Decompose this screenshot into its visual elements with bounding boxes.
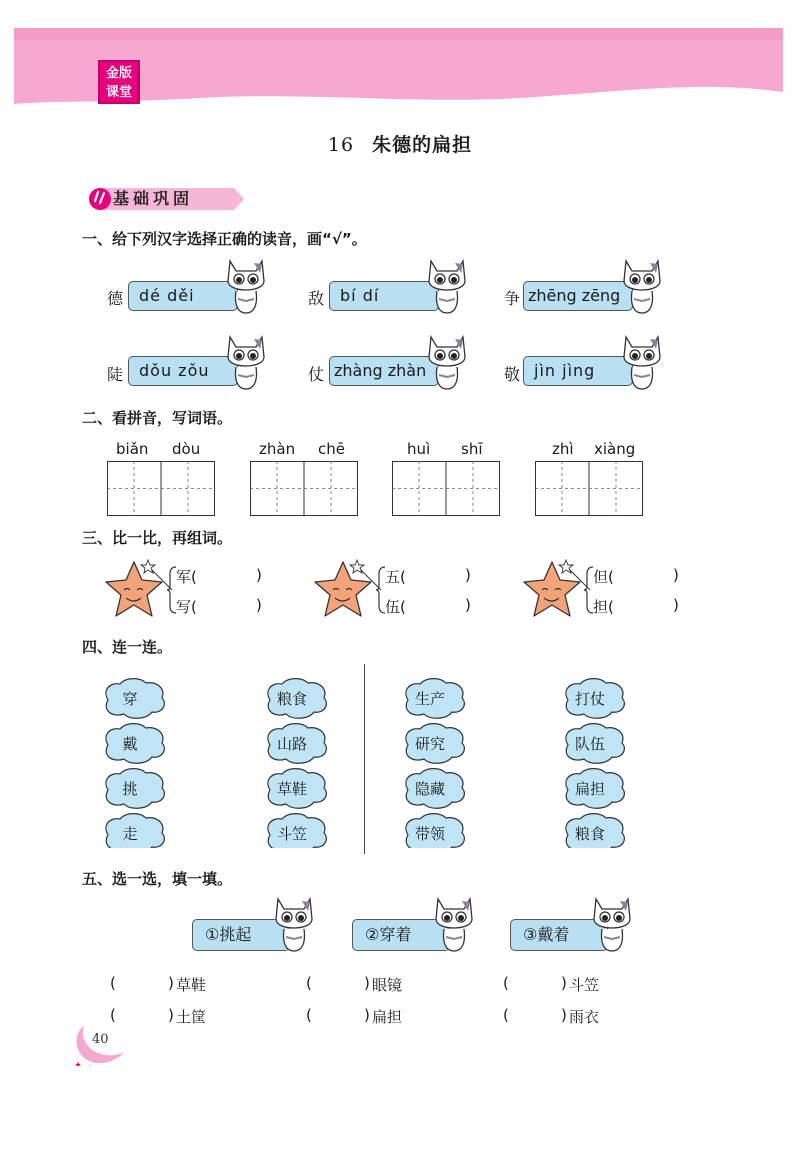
q3-word: 但(: [593, 568, 614, 586]
q5-item: 眼镜: [372, 976, 403, 994]
q5-blank-open[interactable]: (: [306, 974, 312, 992]
q3-paren: ): [256, 566, 262, 584]
q4-left-word[interactable]: 穿: [122, 690, 138, 708]
q1-pill-1[interactable]: dé děi: [128, 281, 238, 311]
star-face-icon: [104, 556, 176, 622]
q2-pinyin: chē: [318, 440, 345, 458]
q5-blank-close: ): [364, 974, 370, 992]
q3-paren: ): [465, 566, 471, 584]
cat-icon: [620, 255, 664, 317]
cat-icon: [620, 331, 664, 393]
q5-blank-open[interactable]: (: [110, 1006, 116, 1024]
q5-option-1[interactable]: ①挑起: [192, 919, 290, 951]
cat-icon: [590, 893, 634, 955]
q4-right-target[interactable]: 打仗: [574, 690, 605, 708]
q3-word: 担(: [593, 598, 614, 616]
q4-right-target[interactable]: 粮食: [574, 825, 605, 843]
lesson-name: 朱德的扁担: [372, 134, 473, 156]
q5-option-2[interactable]: ②穿着: [352, 919, 450, 951]
q1-pill-3[interactable]: zhēng zēng: [523, 281, 633, 311]
cat-icon: [425, 331, 469, 393]
section-banner-label: 基础巩固: [113, 189, 194, 208]
q5-item: 雨衣: [569, 1008, 600, 1026]
q1-pill-5[interactable]: zhàng zhàn: [329, 356, 439, 386]
q2-writing-grids[interactable]: [107, 461, 647, 517]
page-number: 40: [92, 1032, 109, 1047]
q1-char-3: 争: [504, 289, 521, 308]
q1-pill-6[interactable]: jìn jìng: [523, 356, 633, 386]
q4-left-word[interactable]: 走: [122, 825, 138, 843]
lesson-title: [0, 130, 800, 157]
q5-option-3[interactable]: ③戴着: [510, 919, 608, 951]
logo-line-1: 金版: [105, 66, 132, 81]
q2-pinyin: zhì: [552, 440, 574, 458]
q1-char-1: 德: [107, 289, 124, 308]
q4-right-word[interactable]: 研究: [414, 735, 445, 753]
q3-word: 写(: [176, 598, 197, 616]
q5-item: 扁担: [372, 1008, 403, 1026]
q1-char-4: 陡: [107, 365, 124, 384]
q4-left-target[interactable]: 山路: [276, 735, 307, 753]
cat-icon: [224, 331, 268, 393]
cat-icon: [425, 255, 469, 317]
q3-paren: ): [465, 596, 471, 614]
q2-pinyin: dòu: [172, 440, 201, 458]
q1-title: 一、给下列汉字选择正确的读音，画“√”。: [82, 230, 367, 248]
cat-icon: [432, 893, 476, 955]
q3-word: 五(: [385, 568, 406, 586]
q5-blank-close: ): [561, 1006, 567, 1024]
q5-item: 草鞋: [176, 976, 207, 994]
q4-right-word[interactable]: 隐藏: [414, 780, 445, 798]
q5-blank-open[interactable]: (: [110, 974, 116, 992]
q4-left-target[interactable]: 草鞋: [276, 780, 307, 798]
q1-pill-4[interactable]: dǒu zǒu: [128, 356, 238, 386]
q2-pinyin: biǎn: [116, 440, 149, 458]
q4-left-word[interactable]: 戴: [122, 735, 138, 753]
q5-blank-close: ): [364, 1006, 370, 1024]
q5-blank-open[interactable]: (: [306, 1006, 312, 1024]
q1-char-6: 敬: [504, 365, 521, 384]
q5-blank-open[interactable]: (: [503, 974, 509, 992]
q3-word: 伍(: [385, 598, 406, 616]
q5-blank-close: ): [168, 974, 174, 992]
q1-char-2: 敌: [308, 289, 325, 308]
publisher-logo: [98, 60, 140, 104]
q4-right-word[interactable]: 生产: [414, 690, 445, 708]
q4-left-target[interactable]: 斗笠: [276, 825, 307, 843]
cat-icon: [224, 255, 268, 317]
q5-blank-close: ): [168, 1006, 174, 1024]
q5-blank-open[interactable]: (: [503, 1006, 509, 1024]
q4-right-word[interactable]: 带领: [414, 825, 445, 843]
cat-icon: [272, 893, 316, 955]
q4-left-word[interactable]: 挑: [122, 780, 138, 798]
q3-paren: ): [673, 596, 679, 614]
q1-pill-2[interactable]: bí dí: [329, 281, 439, 311]
q3-title: 三、比一比，再组词。: [82, 529, 233, 547]
q2-title: 二、看拼音，写词语。: [82, 409, 233, 427]
q2-pinyin: shī: [461, 440, 483, 458]
star-face-icon: [313, 556, 385, 622]
lesson-number: 16: [327, 134, 355, 156]
q2-pinyin: xiàng: [594, 440, 636, 458]
q3-word: 军(: [176, 568, 197, 586]
q5-item: 土筐: [176, 1008, 207, 1026]
q3-paren: ): [256, 596, 262, 614]
q5-blank-close: ): [561, 974, 567, 992]
q3-paren: ): [673, 566, 679, 584]
q4-right-target[interactable]: 扁担: [574, 780, 605, 798]
q5-title: 五、选一选，填一填。: [82, 870, 233, 888]
q1-char-5: 仗: [308, 365, 325, 384]
q2-pinyin: zhàn: [259, 440, 296, 458]
q4-title: 四、连一连。: [82, 638, 173, 656]
q2-pinyin: huì: [407, 440, 431, 458]
q4-right-target[interactable]: 队伍: [574, 735, 605, 753]
logo-line-2: 课堂: [105, 85, 132, 100]
q5-item: 斗笠: [569, 976, 600, 994]
q4-left-target[interactable]: 粮食: [276, 690, 307, 708]
